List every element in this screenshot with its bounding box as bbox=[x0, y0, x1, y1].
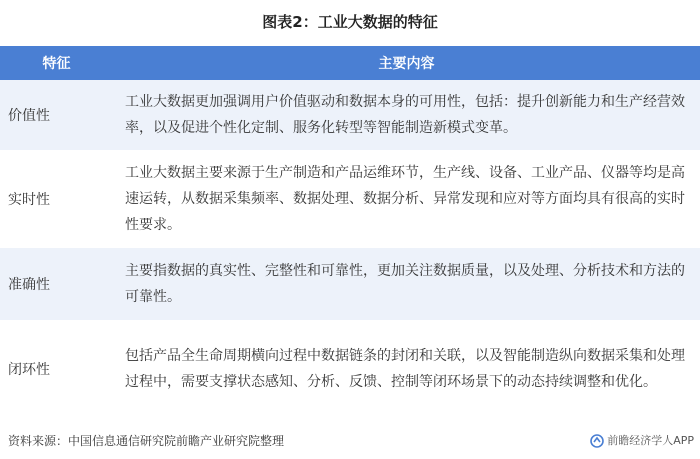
feature-table bbox=[0, 46, 700, 418]
feature-cell: 实时性 bbox=[0, 150, 113, 248]
feature-cell: 价值性 bbox=[0, 80, 113, 150]
qianzhan-logo-icon bbox=[590, 434, 604, 448]
source-note: 资料来源：中国信息通信研究院前瞻产业研究院整理 bbox=[8, 434, 285, 448]
brand-mark bbox=[590, 433, 694, 449]
feature-cell: 闭环性 bbox=[0, 320, 113, 418]
header-content: 主要内容 bbox=[113, 46, 700, 80]
table-row bbox=[0, 248, 700, 320]
table-header-row bbox=[0, 46, 700, 80]
table-row bbox=[0, 320, 700, 418]
content-cell: 工业大数据主要来源于生产制造和产品运维环节，生产线、设备、工业产品、仪器等均是高速运转，从数据采集频率、数据处理、数据分析、异常发现和应对等方面均具有很高的实时性要求。 bbox=[113, 150, 700, 248]
table-row bbox=[0, 150, 700, 248]
brand-label: 前瞻经济学人APP bbox=[607, 434, 694, 447]
table-row bbox=[0, 80, 700, 150]
content-cell: 主要指数据的真实性、完整性和可靠性，更加关注数据质量，以及处理、分析技术和方法的可靠性。 bbox=[113, 248, 700, 320]
chart-title: 图表2：工业大数据的特征 bbox=[262, 13, 438, 31]
content-cell: 包括产品全生命周期横向过程中数据链条的封闭和关联，以及智能制造纵向数据采集和处理过程中，需要支撑状态感知、分析、反馈、控制等闭环场景下的动态持续调整和优化。 bbox=[113, 320, 700, 418]
header-feature: 特征 bbox=[0, 46, 113, 80]
feature-cell: 准确性 bbox=[0, 248, 113, 320]
content-cell: 工业大数据更加强调用户价值驱动和数据本身的可用性，包括：提升创新能力和生产经营效率，以及促进个性化定制、服务化转型等智能制造新模式变革。 bbox=[113, 80, 700, 150]
